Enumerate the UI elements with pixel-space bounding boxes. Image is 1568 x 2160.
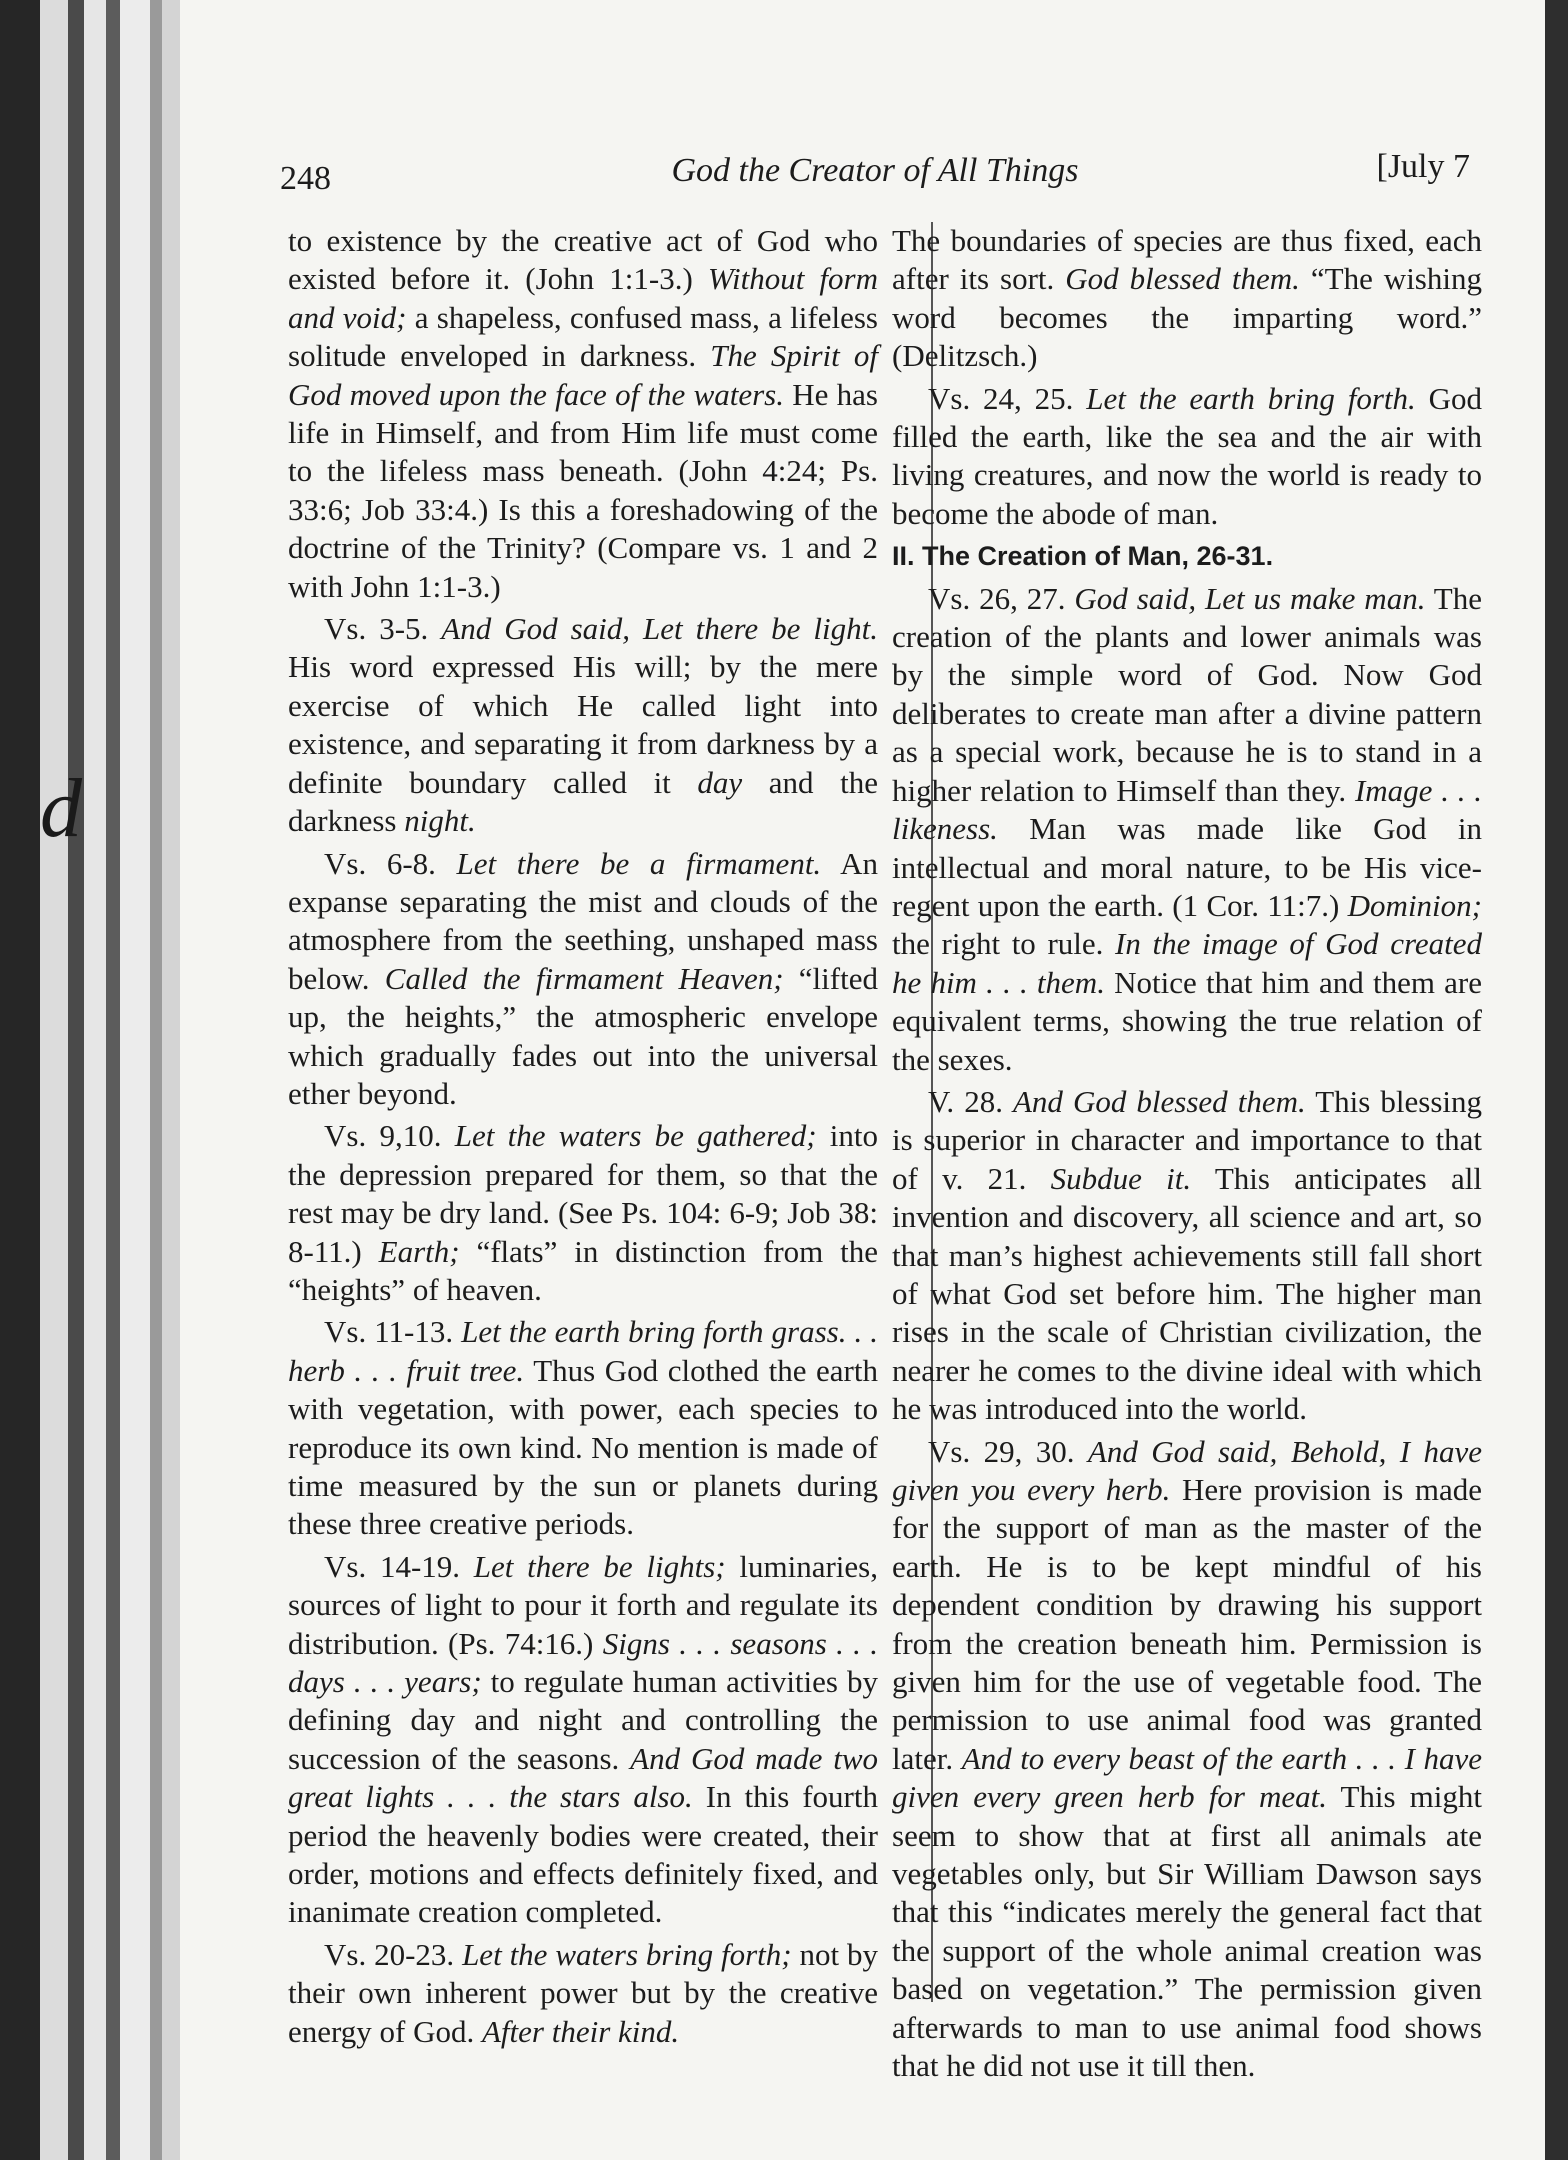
text-run: His word expressed His will; by the mere exercise of which He called light into existence, and separating it from darkness by a definite boundary called it (288, 649, 878, 800)
margin-glyph: d (40, 762, 82, 855)
text-run: Vs. 24, 25. (928, 380, 1087, 416)
text-run: and the darkness (288, 764, 878, 839)
paragraph (288, 1313, 878, 1543)
italic-phrase: Let the waters bring forth; (462, 1936, 792, 1972)
page-number: 248 (280, 160, 331, 197)
page-edge (162, 0, 180, 2160)
text-run: The creation of the plants and lower animals was by the simple word of God. Now God deliberates to create man after a divine pattern as a special work, because he is to stand in a higher relation to Himself than they. (892, 580, 1482, 808)
italic-phrase: Let there be a firmament. (456, 845, 822, 881)
text-run: not by their own inherent power but by the creative energy of God. (288, 1936, 878, 2049)
text-run: Vs. 26, 27. (928, 580, 1075, 616)
text-run: the right to rule. (892, 926, 1116, 962)
text-run: Man was made like God in intellectual and moral nature, to be His vice-regent upon the earth. (1 Cor. 11:7.) (892, 811, 1482, 923)
binding-shadow (0, 0, 40, 2160)
paragraph (892, 222, 1482, 376)
paragraph (288, 222, 878, 606)
page-edge (120, 0, 150, 2160)
text-run: to regulate human activities by defining day and night and controlling the succession of the seasons. (288, 1664, 879, 1776)
text-run: An expanse separating the mist and clouds of the atmosphere from the seething, unshaped mass below. (288, 845, 878, 996)
text-run: Vs. 9,10. (324, 1118, 455, 1154)
running-title: God the Creator of All Things (671, 152, 1079, 189)
italic-phrase: The Spirit of God moved upon the face of the waters. (288, 338, 878, 412)
italic-phrase: And God said, Let there be light. (441, 611, 878, 647)
paragraph (288, 1117, 878, 1309)
text-run: Vs. 29, 30. (928, 1433, 1088, 1469)
text-run: Vs. 6-8. (324, 845, 457, 881)
text-run: luminaries, sources of light to pour it forth and regulate its distribution. (Ps. 74:16.) (288, 1548, 878, 1661)
italic-phrase: And God said, Behold, I have given you every herb. (892, 1433, 1483, 1507)
text-run: to existence by the creative act of God who existed before it. (John 1:1-3.) (288, 223, 878, 297)
right-edge-shadow (1545, 0, 1568, 2160)
italic-phrase: day (697, 764, 743, 800)
page-edge (106, 0, 120, 2160)
book-page (180, 0, 1545, 2160)
italic-phrase: Dominion; (1347, 887, 1482, 923)
text-run: Vs. 20-23. (324, 1936, 463, 1972)
text-run: Here provision is made for the support of man as the master of the earth. He is to be kept mindful of his dependent condition by drawing his support from the creation beneath him. Permission is given him for the use of vegetable food. The permission to use animal food was granted later. (892, 1472, 1482, 1776)
text-run: V. 28. (928, 1083, 1013, 1119)
italic-phrase: Signs . . . seasons . . . days . . . years; (288, 1625, 878, 1700)
paragraph (892, 380, 1482, 534)
italic-phrase: God said, Let us make man. (1074, 580, 1426, 616)
italic-phrase: Image . . . likeness. (892, 772, 1482, 847)
text-run: In this fourth period the heavenly bodies were created, their order, motions and effects definitely fixed, and inanimate creation completed. (288, 1779, 878, 1930)
text-run: “lifted up, the heights,” the atmospheric envelope which gradually fades out into the universal ether beyond. (288, 960, 878, 1111)
text-run: God filled the earth, like the sea and the air with living creatures, and now the world is ready to become the abode of man. (892, 380, 1483, 531)
italic-phrase: In the image of God created he him . . . them. (892, 926, 1483, 1000)
running-header (280, 148, 1470, 208)
paragraph (288, 1548, 878, 1932)
paragraph (892, 1083, 1482, 1429)
page-edge (150, 0, 162, 2160)
text-run: This blessing is superior in character and importance to that of v. 21. (892, 1083, 1482, 1196)
page-edge (84, 0, 106, 2160)
italic-phrase: After their kind. (482, 2013, 680, 2049)
italic-phrase: Called the firmament Heaven; (384, 960, 784, 996)
text-run: Vs. 11-13. (324, 1314, 462, 1350)
italic-phrase: Let the earth bring forth. (1086, 380, 1416, 416)
header-date: [July 7 (1376, 148, 1470, 185)
section-heading (892, 537, 1482, 575)
italic-phrase: Let the waters be gathered; (454, 1118, 817, 1154)
paragraph (288, 845, 878, 1114)
right-column (892, 222, 1482, 2086)
text-run: Vs. 14-19. (324, 1548, 474, 1584)
italic-phrase: Subdue it. (1050, 1160, 1192, 1196)
italic-phrase: Let there be lights; (473, 1548, 726, 1584)
text-run: The boundaries of species are thus fixed, each after its sort. (892, 223, 1482, 297)
italic-phrase: Earth; (378, 1233, 460, 1269)
left-column (288, 222, 878, 2051)
paragraph (892, 1433, 1482, 2086)
text-run: This might seem to show that at first all animals ate vegetables only, but Sir William Dawson says that this “indicates merely the general fact that the support of the whole animal creation was based on vegetation.” The permission given afterwards to man to use animal food shows that he did not use it till then. (892, 1779, 1482, 2084)
text-run: a shapeless, confused mass, a lifeless solitude enveloped in darkness. (288, 299, 878, 374)
paragraph (892, 580, 1482, 1079)
paragraph (288, 1936, 878, 2051)
text-run: Notice that him and them are equivalent terms, showing the true relation of the sexes. (892, 964, 1482, 1077)
italic-phrase: And God made two great lights . . . the stars also. (288, 1740, 878, 1815)
italic-phrase: God blessed them. (1065, 261, 1300, 297)
paragraph (288, 610, 878, 840)
text-run: II. The Creation of Man, 26-31. (892, 541, 1274, 572)
italic-phrase: night. (404, 803, 476, 839)
text-run: He has life in Himself, and from Him life must come to the lifeless mass beneath. (John 4:24; Ps. 33:6; Job 33:4.) Is this a foreshadowing of the doctrine of the Trinity? (Compare vs. 1 and 2 with John 1:1-3.) (288, 376, 878, 604)
italic-phrase: And God blessed them. (1013, 1083, 1306, 1119)
text-run: “The wishing word becomes the imparting word.” (Delitzsch.) (892, 261, 1482, 374)
italic-phrase: And to every beast of the earth . . . I have given every green herb for meat. (892, 1740, 1483, 1815)
italic-phrase: Without form and void; (288, 261, 878, 335)
italic-phrase: Let the earth bring forth grass. . . herb . . . fruit tree. (288, 1314, 878, 1388)
text-run: Vs. 3-5. (324, 611, 442, 647)
page-edge (68, 0, 84, 2160)
text-run: into the depression prepared for them, so that the rest may be dry land. (See Ps. 104: 6-9; Job 38: 8-11.) (288, 1118, 879, 1269)
page-edge (40, 0, 68, 2160)
text-run: This anticipates all invention and discovery, all science and art, so that man’s highest achievements still fall short of what God set before him. The higher man rises in the scale of Christian civilization, the nearer he comes to the divine ideal with which he was introduced into the world. (892, 1160, 1482, 1427)
text-run: “flats” in distinction from the “heights” of heaven. (288, 1233, 879, 1307)
text-run: Thus God clothed the earth with vegetation, with power, each species to reproduce its own kind. No mention is made of time measured by the sun or planets during these three creative periods. (288, 1352, 878, 1542)
